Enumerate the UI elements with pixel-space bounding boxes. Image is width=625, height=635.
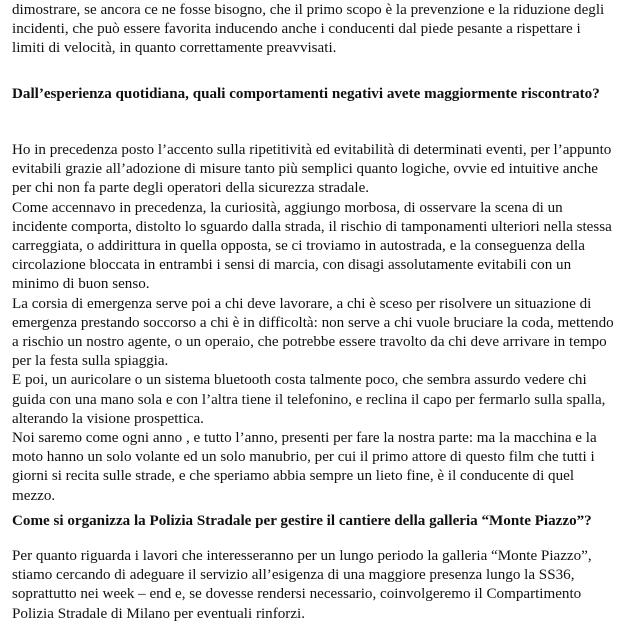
answer-1-paragraph: Noi saremo come ogni anno , e tutto l’anno, presenti per fare la nostra parte: ma la macchina e la moto hanno un solo volante ed un solo manubrio, per cui il primo attore di questo film che tutti i giorni si recita sulle strade, e che speriamo abbia sempre un lieto fine, è il conducente di quel mezzo. [12, 430, 597, 504]
answer-1-paragraph: E poi, un auricolare o un sistema bluetooth costa talmente poco, che sembra assurdo vedere chi guida con una mano sola e con l’altra tiene il telefonino, e reclina il capo per fermarlo sulla spalla, alterando la visione prospettica. [12, 372, 606, 427]
answer-2-paragraph: Per quanto riguarda i lavori che interesseranno per un lungo periodo la galleria “Monte Piazzo”, stiamo cercando di adeguare il servizio all’esigenza di una maggiore presenza lungo la SS36, soprattutto nei week – end e, se dovesse rendersi necessario, coinvolgeremo il Compartimento Polizia Stradale di Milano per eventuali rinforzi. [12, 548, 592, 622]
answer-1-paragraph: La corsia di emergenza serve poi a chi deve lavorare, a chi è sceso per risolvere un situazione di emergenza prestando soccorso a chi è in difficoltà: non serve a chi vuole bruciare la coda, mettendo a rischio un nostro agente, o un operaio, che potrebbe essere travolto da chi deve arrivare in tempo per la festa sulla spiaggia. [12, 295, 614, 370]
question-1-heading: Dall’esperienza quotidiana, quali comportamenti negativi avete maggiormente riscontrato? [12, 86, 600, 102]
answer-2-section [12, 547, 615, 624]
question-2-section [12, 512, 615, 531]
answer-1-paragraph: Come accennavo in precedenza, la curiosità, aggiungo morbosa, di osservare la scena di un incidente comporta, distolto lo sguardo dalla strada, il rischio di tamponamenti ulteriori nella stessa carreggiata, o addirittura in quella opposta, se ci troviamo in autostrada, e la conseguenza della circolazione bloccata in entrambi i sensi di marcia, con disagi assolutamente evitabili con un minimo di buon senso. [12, 199, 612, 293]
question-1-section [12, 85, 615, 104]
intro-paragraph: dimostrare, se ancora ce ne fosse bisogno, che il primo scopo è la prevenzione e la riduzione degli incidenti, che può essere favorita inducendo anche i conducenti dal piede pesante a rispettare i limiti di velocità, in quanto correttamente preavvisati. [12, 2, 605, 57]
answer-1-paragraph: Ho in precedenza posto l’accento sulla ripetitività ed evitabilità di determinati eventi, per l’appunto evitabili grazie all’adozione di misure tanto più semplici quanto logiche, ovvie ed intuitive anche per chi non fa parte degli operatori della sicurezza stradale. [12, 142, 612, 197]
answer-1-section [12, 141, 615, 506]
question-2-heading: Come si organizza la Polizia Stradale per gestire il cantiere della galleria “Monte Piazzo”? [12, 513, 592, 529]
intro-section [12, 1, 615, 59]
